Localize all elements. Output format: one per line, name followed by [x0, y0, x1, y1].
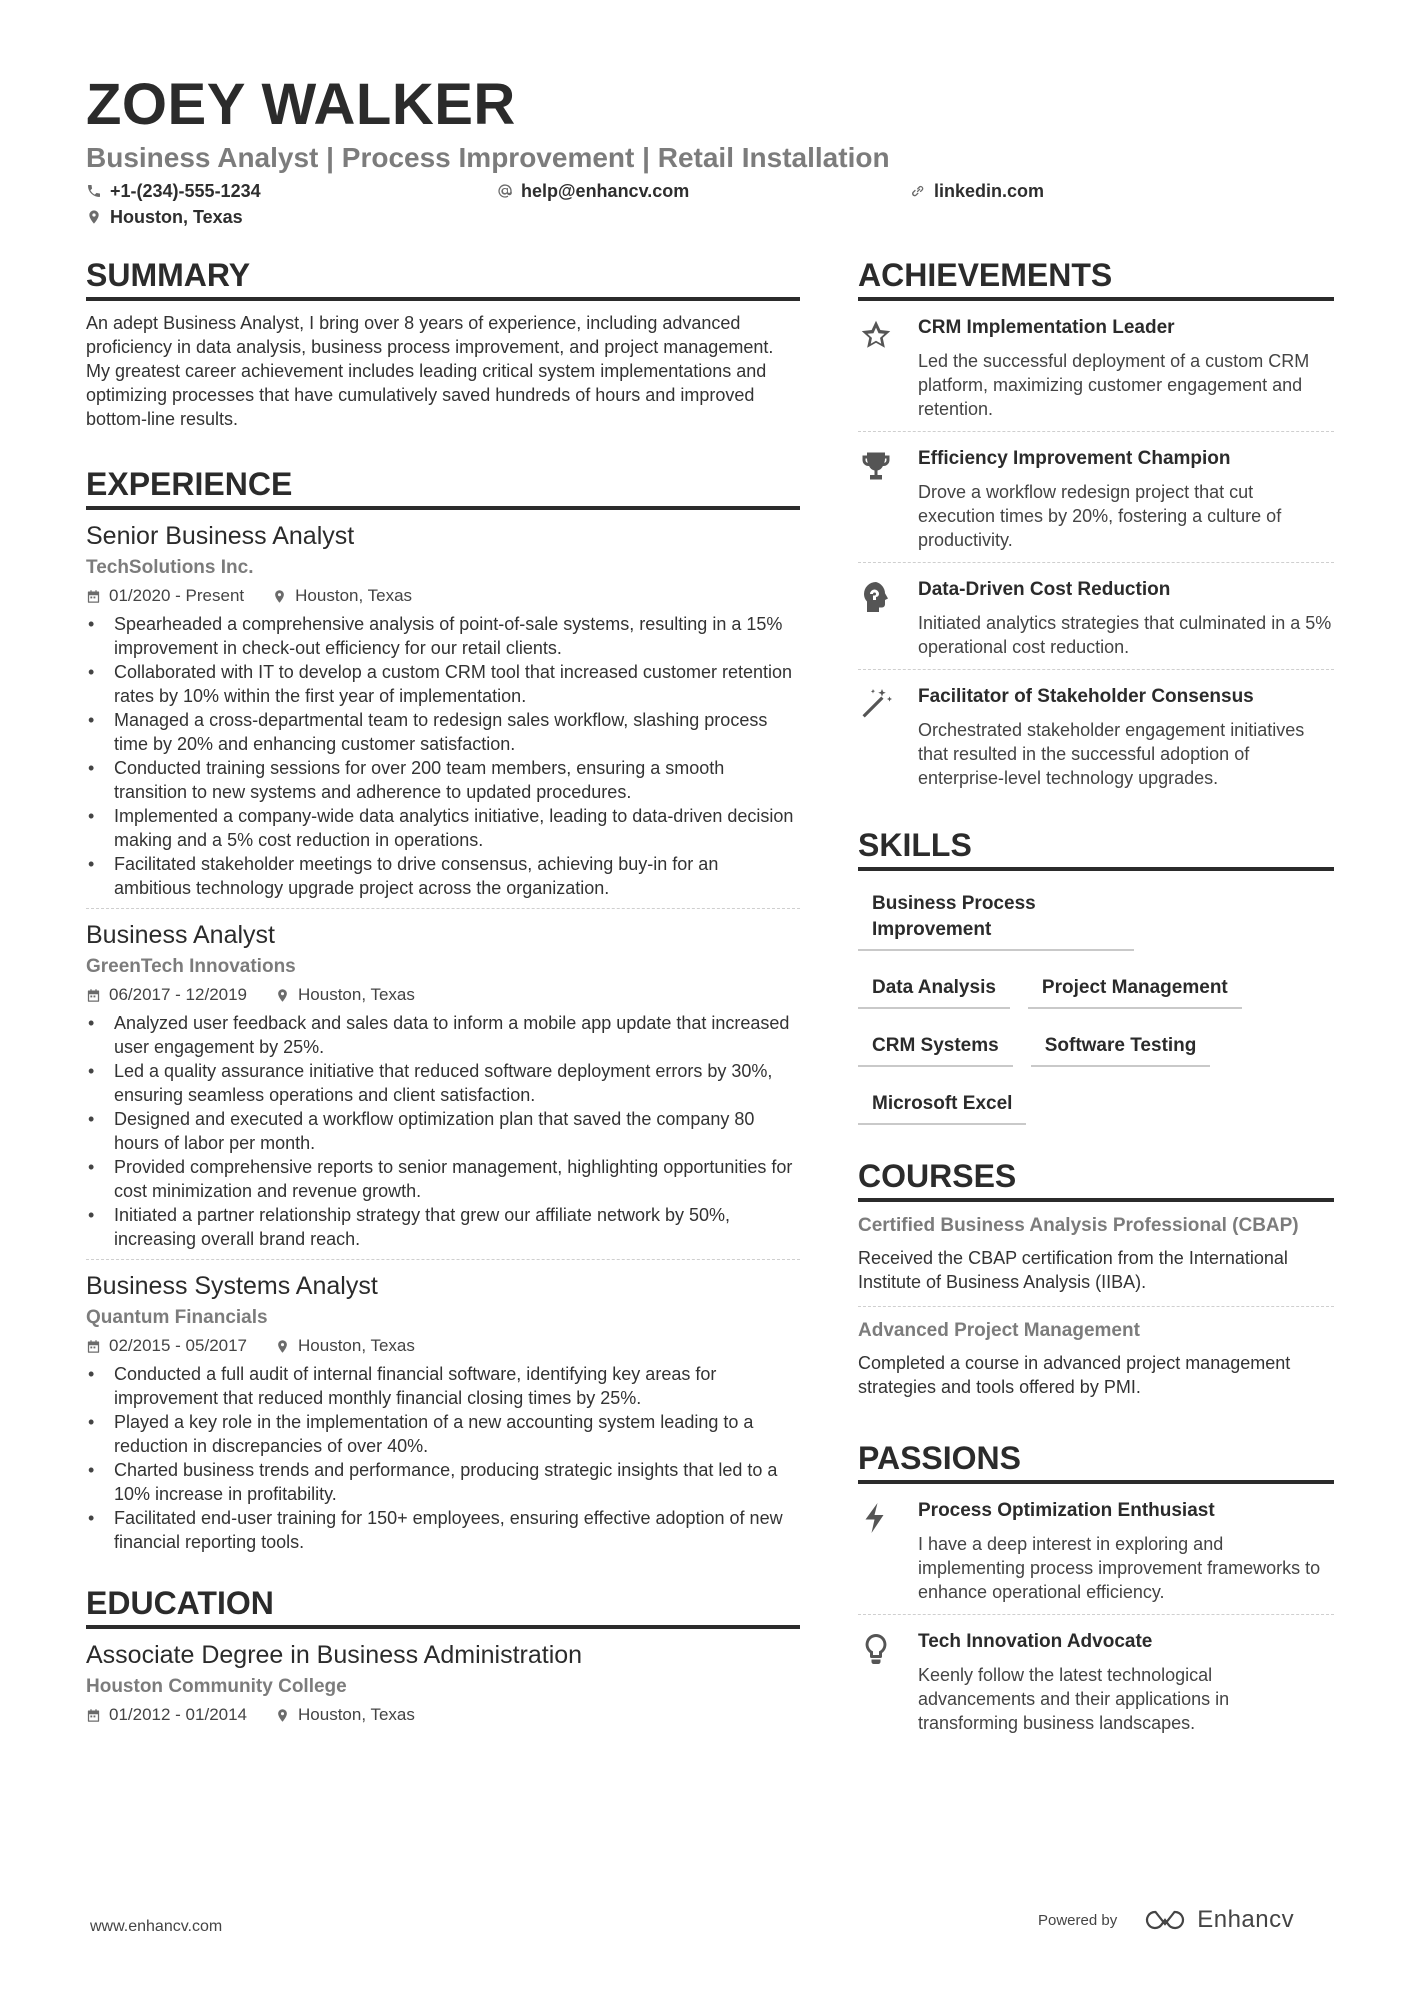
courses-heading: COURSES	[858, 1157, 1334, 1202]
calendar-icon	[86, 988, 101, 1003]
job-entry	[86, 1260, 800, 1562]
passions-section	[858, 1439, 1334, 1745]
contact-phone	[86, 178, 261, 204]
achievement-title: CRM Implementation Leader	[918, 317, 1175, 338]
courses-section	[858, 1157, 1334, 1411]
job-dates: 01/2020 - Present	[109, 586, 245, 605]
map-pin-icon	[275, 1339, 290, 1354]
job-bullet: • Managed a cross-departmental team to redesign sales workflow, slashing process time by 20% and enhancing customer satisfaction.	[86, 708, 800, 756]
job-bullet: • Collaborated with IT to develop a custom CRM tool that increased customer retention rates by 10% within the first year of implementation.	[86, 660, 800, 708]
lightning-icon	[858, 1500, 894, 1536]
job-bullet: • Initiated a partner relationship strategy that grew our affiliate network by 50%, increasing overall brand reach.	[86, 1203, 800, 1251]
left-column	[86, 256, 800, 1769]
brand-name: Enhancv	[1197, 1906, 1295, 1933]
job-company: Quantum Financials	[86, 1307, 268, 1328]
achievement-desc: Initiated analytics strategies that culminated in a 5% operational cost reduction.	[918, 613, 1332, 657]
job-bullet: • Spearheaded a comprehensive analysis of point-of-sale systems, resulting in a 15% improvement in check-out efficiency for our retail clients.	[86, 612, 800, 660]
job-location: Houston, Texas	[295, 586, 413, 605]
skill-tag: CRM Systems	[858, 1027, 1013, 1067]
course-desc: Completed a course in advanced project management strategies and tools offered by PMI.	[858, 1353, 1291, 1397]
education-meta	[86, 1703, 800, 1727]
magic-wand-icon	[858, 686, 894, 722]
job-dates: 06/2017 - 12/2019	[109, 985, 248, 1004]
resume-header	[86, 72, 1326, 232]
achievement-item	[858, 670, 1334, 800]
email-text: help@enhancv.com	[521, 181, 690, 201]
degree-title: Associate Degree in Business Administration	[86, 1641, 583, 1669]
achievement-desc: Orchestrated stakeholder engagement initiatives that resulted in the successful adoption of enterprise-level technology upgrades.	[918, 720, 1305, 788]
passion-item	[858, 1484, 1334, 1615]
passion-desc: I have a deep interest in exploring and implementing process improvement frameworks to enhance operational efficiency.	[918, 1534, 1321, 1602]
achievement-title: Efficiency Improvement Champion	[918, 448, 1231, 469]
achievement-item	[858, 563, 1334, 670]
education-heading: EDUCATION	[86, 1584, 800, 1629]
linkedin-text: linkedin.com	[934, 181, 1045, 201]
job-bullet: • Provided comprehensive reports to senior management, highlighting opportunities for cost minimization and revenue growth.	[86, 1155, 800, 1203]
head-icon	[858, 579, 894, 615]
skill-tag: Project Management	[1028, 969, 1242, 1009]
course-item	[858, 1202, 1334, 1307]
skill-tag: Software Testing	[1031, 1027, 1211, 1067]
achievement-desc: Drove a workflow redesign project that cut execution times by 20%, fostering a culture of productivity.	[918, 482, 1282, 550]
link-icon	[910, 183, 926, 199]
skills-list	[858, 871, 1334, 1143]
location-text: Houston, Texas	[110, 207, 243, 227]
course-desc: Received the CBAP certification from the International Institute of Business Analysis (IIBA).	[858, 1248, 1288, 1292]
skills-heading: SKILLS	[858, 826, 1334, 871]
job-bullets	[86, 1362, 800, 1554]
footer-website[interactable]: www.enhancv.com	[90, 1918, 223, 1935]
passion-title: Process Optimization Enthusiast	[918, 1500, 1215, 1521]
education-dates: 01/2012 - 01/2014	[109, 1705, 248, 1724]
job-meta	[86, 983, 800, 1007]
job-bullet: • Played a key role in the implementation of a new accounting system leading to a reduction in discrepancies of over 40%.	[86, 1410, 800, 1458]
phone-text: +1-(234)-555-1234	[110, 181, 261, 201]
enhancv-logo-icon	[1141, 1908, 1189, 1932]
achievement-item	[858, 432, 1334, 563]
achievement-item	[858, 301, 1334, 432]
achievement-title: Data-Driven Cost Reduction	[918, 579, 1171, 600]
experience-heading: EXPERIENCE	[86, 465, 800, 510]
passions-heading: PASSIONS	[858, 1439, 1334, 1484]
contact-linkedin[interactable]	[910, 178, 1044, 204]
education-location: Houston, Texas	[298, 1705, 415, 1724]
job-entry	[86, 909, 800, 1260]
school-name: Houston Community College	[86, 1676, 347, 1697]
at-icon	[497, 183, 513, 199]
star-icon	[858, 317, 894, 353]
job-bullet: • Facilitated stakeholder meetings to drive consensus, achieving buy-in for an ambitious technology upgrade project across the organization.	[86, 852, 800, 900]
map-pin-icon	[275, 988, 290, 1003]
course-title: Advanced Project Management	[858, 1320, 1140, 1341]
job-dates: 02/2015 - 05/2017	[109, 1336, 248, 1355]
candidate-subtitle: Business Analyst | Process Improvement | Retail Installation	[86, 142, 890, 173]
education-entry	[86, 1629, 800, 1735]
footer-branding	[1038, 1906, 1294, 1934]
job-title: Business Analyst	[86, 921, 275, 949]
trophy-icon	[858, 448, 894, 484]
summary-text: An adept Business Analyst, I bring over 8 years of experience, including advanced proficiency in data analysis, business process improvement, and project management. My greatest career achievement includes leading critical system implementations and optimizing processes that have cumulatively saved hundreds of hours and improved bottom-line results.	[86, 313, 774, 429]
job-bullet: • Designed and executed a workflow optimization plan that saved the company 80 hours of labor per month.	[86, 1107, 800, 1155]
job-bullet: • Led a quality assurance initiative that reduced software deployment errors by 30%, ensuring seamless operations and client satisfaction.	[86, 1059, 800, 1107]
course-title: Certified Business Analysis Professional (CBAP)	[858, 1215, 1299, 1236]
right-column	[858, 256, 1334, 1779]
job-company: GreenTech Innovations	[86, 956, 296, 977]
job-bullet: • Implemented a company-wide data analytics initiative, leading to data-driven decision making and a 5% cost reduction in operations.	[86, 804, 800, 852]
job-bullets	[86, 1011, 800, 1251]
map-pin-icon	[86, 209, 102, 225]
passion-item	[858, 1615, 1334, 1745]
job-entry	[86, 510, 800, 909]
contact-info	[86, 178, 1326, 232]
calendar-icon	[86, 1708, 101, 1723]
course-item	[858, 1307, 1334, 1411]
achievement-desc: Led the successful deployment of a custom CRM platform, maximizing customer engagement and retention.	[918, 351, 1310, 419]
powered-by-text: Powered by	[1038, 1911, 1118, 1929]
achievements-section	[858, 256, 1334, 800]
job-bullet: • Charted business trends and performance, producing strategic insights that led to a 10% increase in profitability.	[86, 1458, 800, 1506]
calendar-icon	[86, 1339, 101, 1354]
achievements-heading: ACHIEVEMENTS	[858, 256, 1334, 301]
job-company: TechSolutions Inc.	[86, 557, 254, 578]
candidate-name: ZOEY WALKER	[86, 72, 516, 137]
job-bullet: • Conducted a full audit of internal financial software, identifying key areas for improvement that reduced monthly financial closing times by 25%.	[86, 1362, 800, 1410]
passion-title: Tech Innovation Advocate	[918, 1631, 1153, 1652]
contact-location	[86, 204, 243, 230]
lightbulb-icon	[858, 1631, 894, 1667]
summary-heading: SUMMARY	[86, 256, 800, 301]
job-title: Senior Business Analyst	[86, 522, 355, 550]
map-pin-icon	[275, 1708, 290, 1723]
calendar-icon	[86, 589, 101, 604]
summary-section	[86, 256, 800, 431]
passion-desc: Keenly follow the latest technological advancements and their applications in transforming business landscapes.	[918, 1665, 1230, 1733]
skill-tag: Business Process Improvement	[858, 885, 1134, 951]
map-pin-icon	[272, 589, 287, 604]
job-meta	[86, 1334, 800, 1358]
job-meta	[86, 584, 800, 608]
contact-email[interactable]	[497, 178, 689, 204]
job-title: Business Systems Analyst	[86, 1272, 378, 1300]
education-section	[86, 1584, 800, 1735]
achievement-title: Facilitator of Stakeholder Consensus	[918, 686, 1254, 707]
phone-icon	[86, 183, 102, 199]
job-bullet: • Facilitated end-user training for 150+ employees, ensuring effective adoption of new financial reporting tools.	[86, 1506, 800, 1554]
skill-tag: Data Analysis	[858, 969, 1010, 1009]
job-location: Houston, Texas	[298, 1336, 415, 1355]
job-bullet: • Analyzed user feedback and sales data to inform a mobile app update that increased user engagement by 25%.	[86, 1011, 800, 1059]
skills-section	[858, 826, 1334, 1143]
skill-tag: Microsoft Excel	[858, 1085, 1026, 1125]
experience-section	[86, 465, 800, 1562]
job-location: Houston, Texas	[298, 985, 415, 1004]
job-bullets	[86, 612, 800, 900]
job-bullet: • Conducted training sessions for over 200 team members, ensuring a smooth transition to new systems and adherence to updated procedures.	[86, 756, 800, 804]
